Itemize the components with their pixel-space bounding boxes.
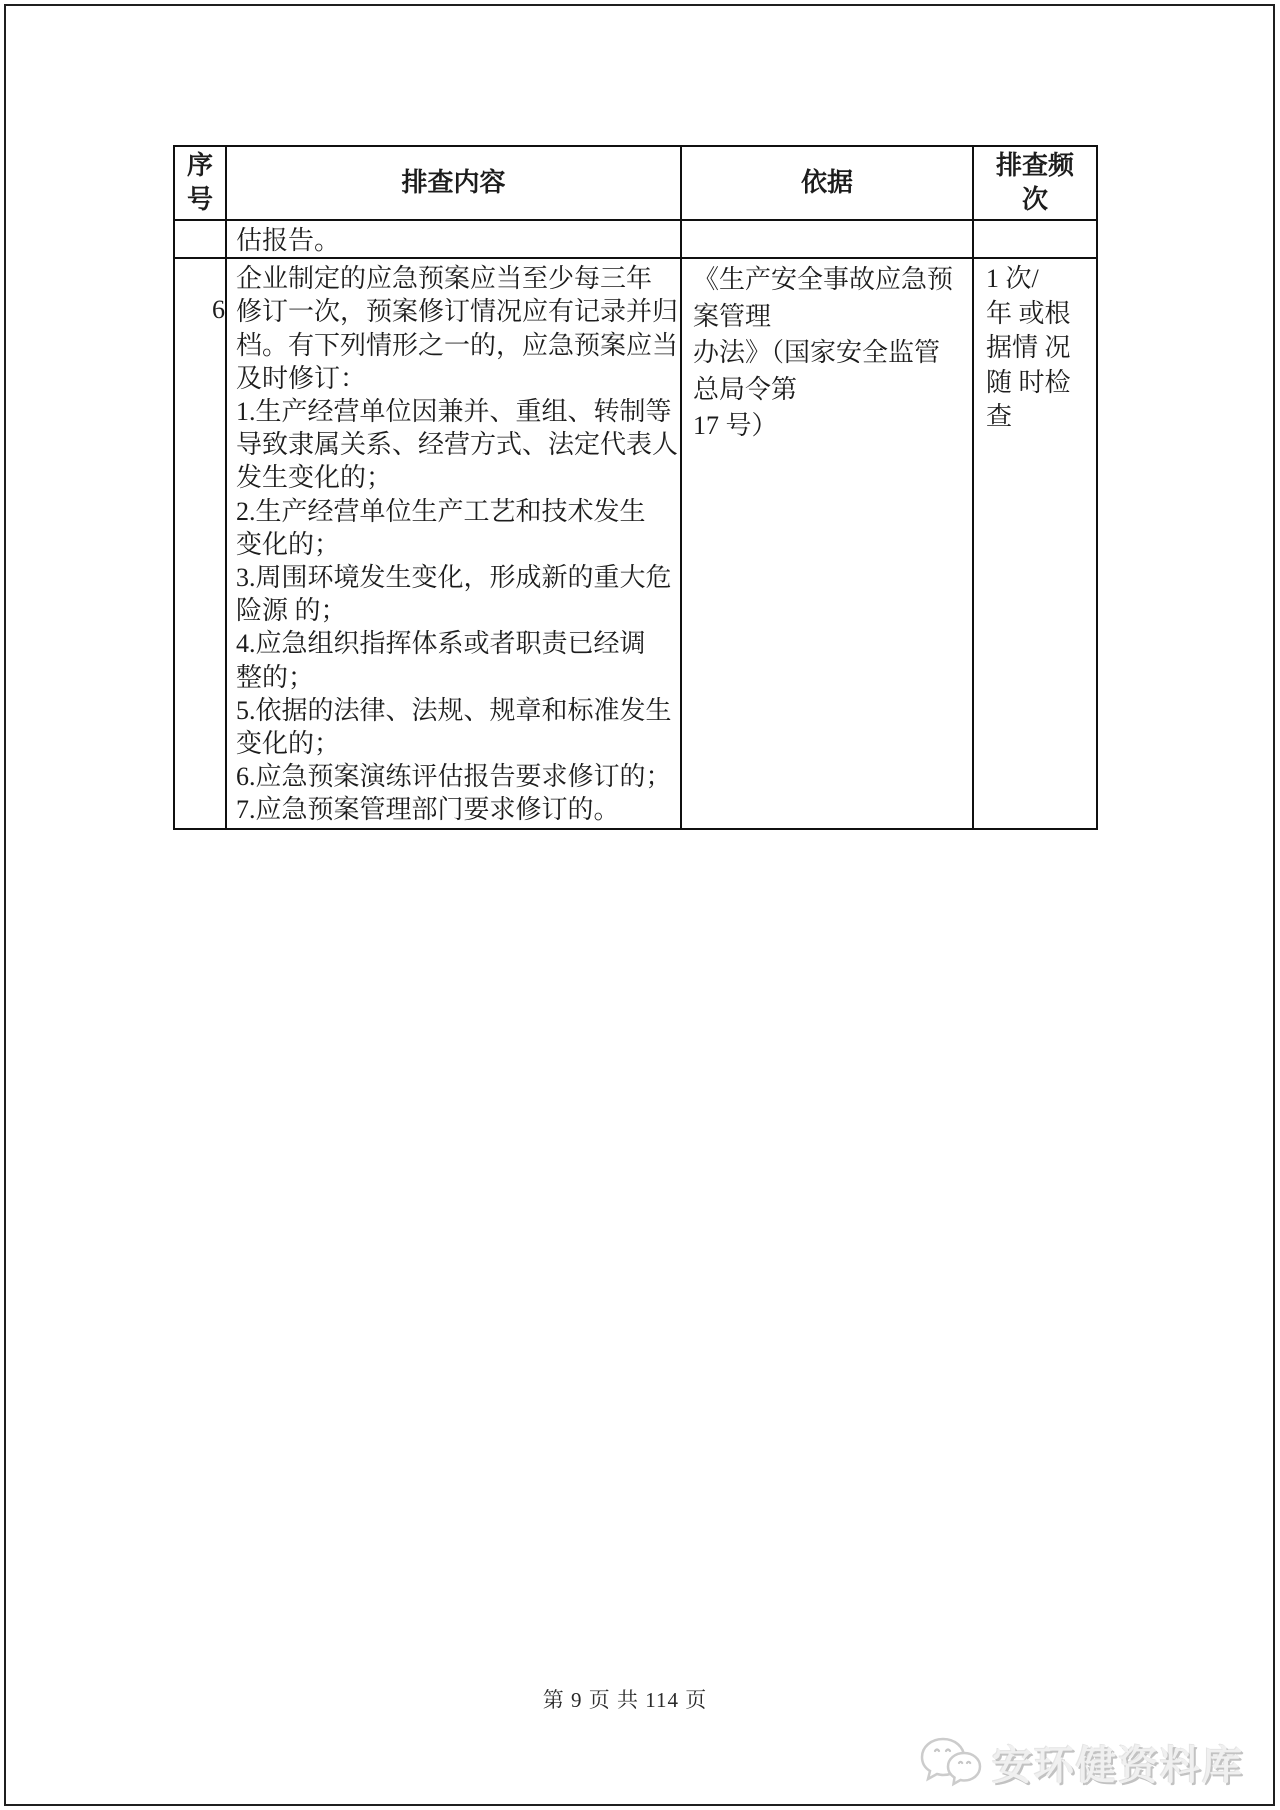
text-line: 4.应急组织指挥体系或者职责已经调 <box>236 629 646 659</box>
table-row-item-6 <box>174 258 1097 829</box>
header-row <box>174 146 1097 220</box>
col-header-seq: 序号 <box>174 146 226 220</box>
frequency-cell <box>973 220 1097 258</box>
content-cell <box>226 220 681 258</box>
text-line: 17 号） <box>693 411 778 441</box>
watermark <box>918 1734 1244 1791</box>
text-line: 《生产安全事故应急预 <box>693 265 954 295</box>
text-line: 变化的； <box>236 529 341 559</box>
text-line: 7.应急预案管理部门要求修订的。 <box>236 795 620 825</box>
text-line: 查 <box>986 402 1013 432</box>
text-line: 办法》（国家安全监管 <box>693 338 941 368</box>
text-line: 据情 况 <box>986 333 1071 363</box>
col-header-frequency: 排查频次 <box>973 146 1097 220</box>
table-row-carryover <box>174 220 1097 258</box>
seq-cell: 6 <box>174 258 226 829</box>
watermark-text: 安环健资料库 <box>992 1743 1244 1788</box>
text-line: 整的； <box>236 662 315 692</box>
text-line: 及时修订： <box>236 363 367 393</box>
text-line: 总局令第 <box>693 374 798 404</box>
text-line: 1.生产经营单位因兼并、重组、转制等 <box>236 397 672 427</box>
basis-cell <box>681 220 973 258</box>
page-number: 第 9 页 共 114 页 <box>542 1688 708 1712</box>
basis-cell <box>681 258 973 829</box>
text-line: 导致隶属关系、经营方式、法定代表人 <box>236 430 679 460</box>
text-line: 企业制定的应急预案应当至少每三年 <box>236 264 653 294</box>
text-line: 随 时检 <box>986 367 1071 397</box>
col-header-basis: 依据 <box>681 146 973 220</box>
inspection-table <box>173 145 1098 830</box>
text-line: 年 或根 <box>986 298 1071 328</box>
text-line: 3.周围环境发生变化，形成新的重大危 <box>236 563 672 593</box>
text-line: 1 次/ <box>986 264 1039 294</box>
text-line: 6.应急预案演练评估报告要求修订的； <box>236 762 672 792</box>
text-line: 2.生产经营单位生产工艺和技术发生 <box>236 496 646 526</box>
text-line: 档。有下列情形之一的，应急预案应当 <box>236 330 679 360</box>
seq-cell <box>174 220 226 258</box>
content-cell <box>226 258 681 829</box>
text-line: 案管理 <box>693 301 772 331</box>
text-line: 险源 的； <box>236 596 347 626</box>
text-line: 修订一次，预案修订情况应有记录并归 <box>236 297 679 327</box>
text-line: 发生变化的； <box>236 463 393 493</box>
text-line: 变化的； <box>236 729 341 759</box>
text-line: 5.依据的法律、法规、规章和标准发生 <box>236 695 672 725</box>
col-header-content: 排查内容 <box>226 146 681 220</box>
chat-bubbles-icon <box>918 1735 984 1791</box>
text-line: 估报告。 <box>236 226 341 255</box>
frequency-cell <box>973 258 1097 829</box>
